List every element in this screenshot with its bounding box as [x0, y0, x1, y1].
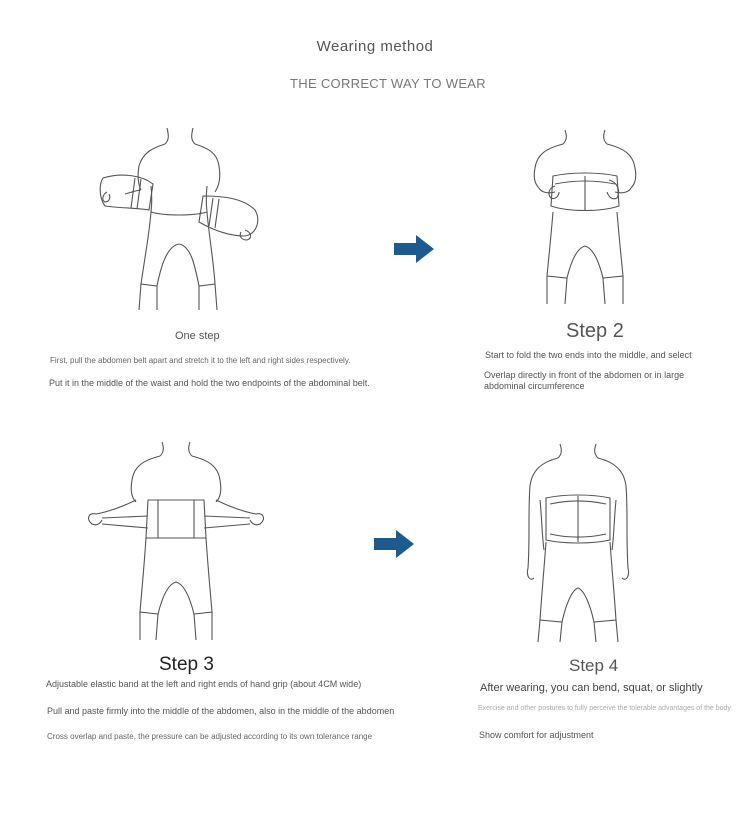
page-title: Wearing method [316, 38, 434, 55]
step2-line-1: Start to fold the two ends into the middle, and select [485, 350, 692, 360]
step4-illustration [520, 440, 636, 644]
step1-illustration [95, 126, 265, 316]
step3-illustration [84, 438, 270, 644]
step2-illustration [525, 126, 645, 308]
step3-line-2: Pull and paste firmly into the middle of the abdomen, also in the middle of the abdomen [47, 706, 395, 716]
step2-heading: Step 2 [566, 320, 624, 342]
step4-line-1: After wearing, you can bend, squat, or slightly [480, 682, 703, 694]
next-arrow-icon-2 [374, 529, 416, 564]
next-arrow-icon [394, 234, 436, 269]
step1-line-2: Put it in the middle of the waist and hold the two endpoints of the abdominal belt. [49, 378, 370, 388]
step4-line-2: Exercise and other postures to fully perceive the tolerable advantages of the body [478, 705, 731, 712]
step1-line-1: First, pull the abdomen belt apart and stretch it to the left and right sides respectively. [50, 356, 351, 365]
step4-line-3: Show comfort for adjustment [479, 730, 594, 740]
page-subtitle: THE CORRECT WAY TO WEAR [290, 76, 486, 91]
step1-heading: One step [175, 330, 220, 342]
step3-heading: Step 3 [159, 654, 214, 675]
step4-heading: Step 4 [569, 656, 619, 675]
step3-line-3: Cross overlap and paste, the pressure can be adjusted according to its own tolerance range [47, 732, 373, 741]
step2-line-2: Overlap directly in front of the abdomen or in large abdominal circumference [484, 370, 685, 391]
step3-line-1: Adjustable elastic band at the left and right ends of hand grip (about 4CM wide) [46, 679, 362, 689]
